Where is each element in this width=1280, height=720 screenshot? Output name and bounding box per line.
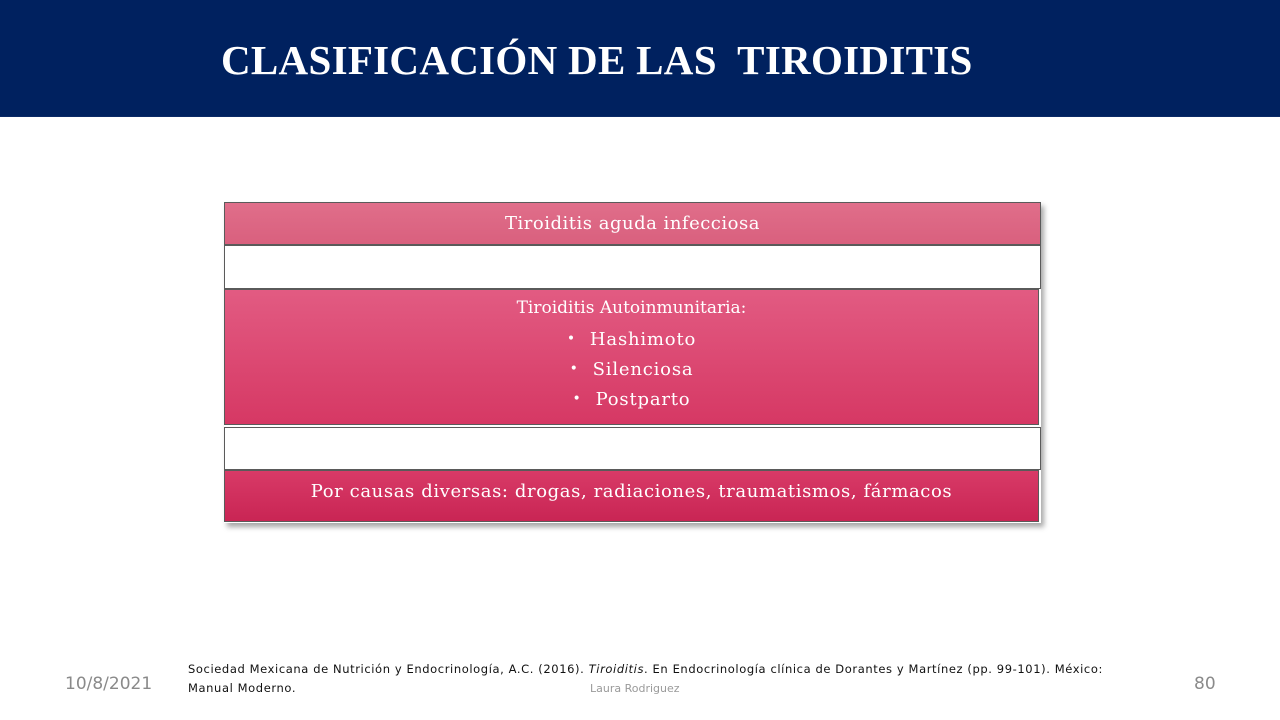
row-acute-infectious: [224, 202, 1041, 245]
slide-title: CLASIFICACIÓN DE LAS TIROIDITIS: [221, 37, 973, 83]
row-acute-infectious-label: Tiroiditis aguda infecciosa: [505, 213, 760, 234]
bullet-icon: •: [569, 361, 579, 377]
row-diverse-causes: [224, 470, 1039, 522]
footer-author: Laura Rodriguez: [590, 682, 680, 695]
row-autoimmune-heading: Tiroiditis Autoinmunitaria:: [516, 298, 747, 318]
list-item: • Postparto: [572, 389, 691, 410]
row-blank-1: [224, 245, 1041, 289]
title-bar: [0, 0, 1280, 117]
list-item: • Silenciosa: [569, 359, 694, 380]
footer-reference: Sociedad Mexicana de Nutrición y Endocrinología, A.C. (2016). Tiroiditis. En Endocrinología clínica de Dorantes y Martínez (pp. 99-101). México: Manual Moderno.: [188, 662, 1103, 695]
list-item: • Hashimoto: [566, 329, 697, 350]
classification-diagram: [224, 202, 1041, 523]
row-blank-2: [224, 427, 1041, 470]
page-number: 80: [1194, 674, 1216, 694]
bullet-icon: •: [572, 391, 582, 407]
bullet-icon: •: [566, 331, 576, 347]
autoimmune-list: [567, 324, 696, 414]
row-autoimmune: [224, 289, 1039, 425]
footer-date: 10/8/2021: [65, 674, 153, 694]
row-diverse-causes-label: Por causas diversas: drogas, radiaciones, traumatismos, fármacos: [310, 481, 953, 502]
